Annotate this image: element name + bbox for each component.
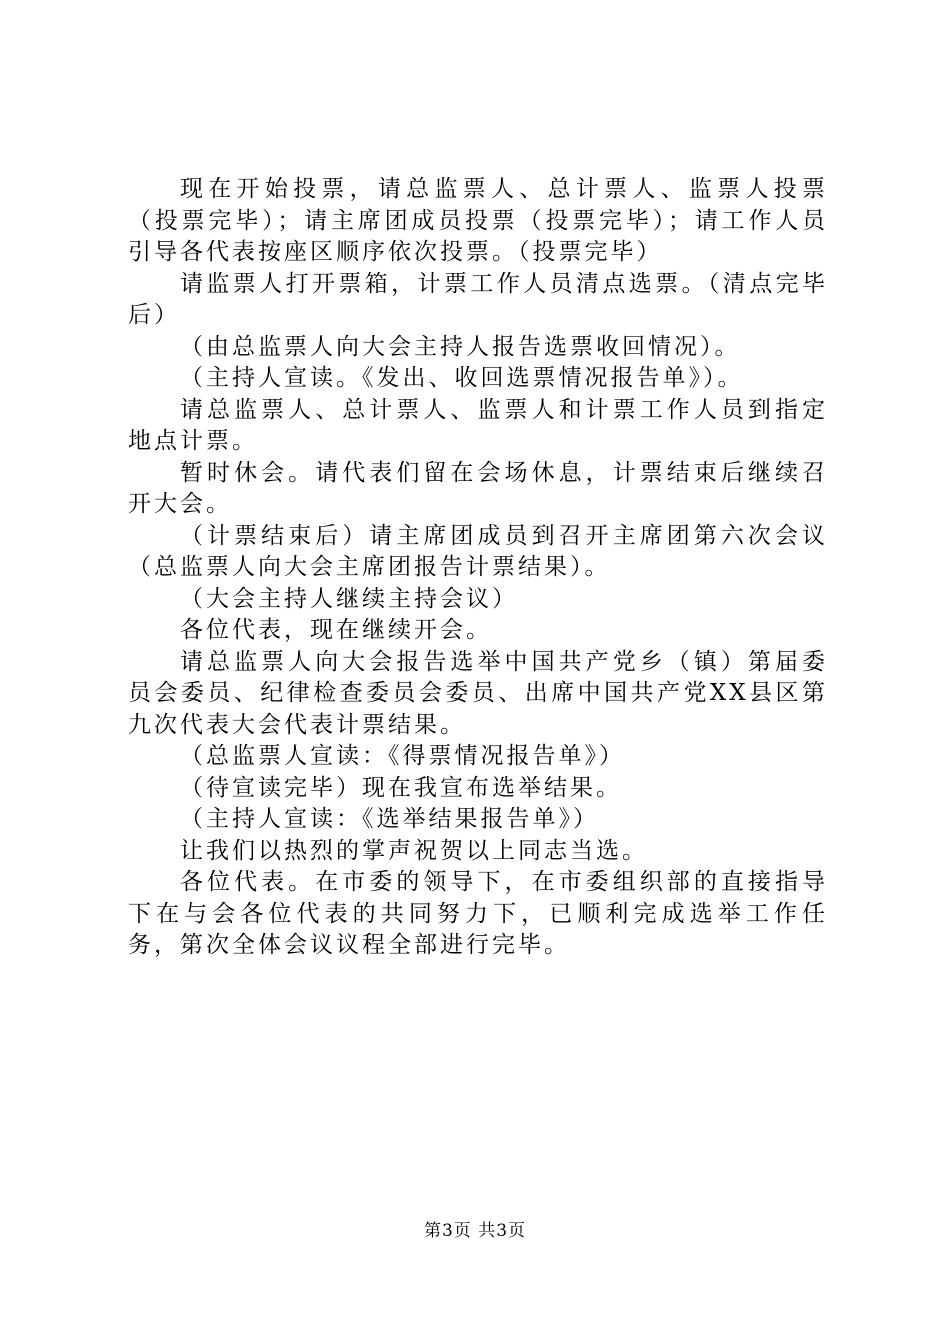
paragraph-closing: 各位代表。在市委的领导下，在市委组织部的直接指导下在与会各位代表的共同努力下，已顺利完成选举工作任务，第次全体会议议程全部进行完毕。 <box>128 869 828 958</box>
paragraph-recess: 暂时休会。请代表们留在会场休息，计票结束后继续召开大会。 <box>128 459 828 517</box>
paragraph-host-continues: （大会主持人继续主持会议） <box>180 585 518 612</box>
paragraph-resume-meeting: 各位代表，现在继续开会。 <box>180 617 492 643</box>
paragraph-report-collection: （由总监票人向大会主持人报告选票收回情况）。 <box>180 333 741 360</box>
paragraph-applause: 让我们以热烈的掌声祝贺以上同志当选。 <box>180 837 648 864</box>
paragraph-presidium-meeting: （计票结束后）请主席团成员到召开主席团第六次会议（总监票人向大会主席团报告计票结果）。 <box>128 522 828 580</box>
page-number-footer: 第3页 共3页 <box>423 1221 527 1241</box>
paragraph-vote-report-reading: （总监票人宣读：《得票情况报告单》） <box>180 743 625 769</box>
document-body <box>128 174 828 962</box>
paragraph-announce-results: （待宣读完毕）现在我宣布选举结果。 <box>180 774 622 801</box>
paragraph-host-reads-report: （主持人宣读。《发出、收回选票情况报告单》）。 <box>180 365 744 391</box>
paragraph-report-results: 请总监票人向大会报告选举中国共产党乡（镇）第届委员会委员、纪律检查委员会委员、出席中国共产党XX县区第九次代表大会代表计票结果。 <box>128 648 828 738</box>
paragraph-voting-start: 现在开始投票，请总监票人、总计票人、监票人投票（投票完毕）；请主席团成员投票（投票完毕）；请工作人员引导各代表按座区顺序依次投票。（投票完毕） <box>128 176 828 265</box>
paragraph-results-report-reading: （主持人宣读：《选举结果报告单》） <box>180 806 599 832</box>
paragraph-count-location: 请总监票人、总计票人、监票人和计票工作人员到指定地点计票。 <box>128 396 828 454</box>
paragraph-open-ballot-box: 请监票人打开票箱，计票工作人员清点选票。（清点完毕后） <box>128 270 828 328</box>
